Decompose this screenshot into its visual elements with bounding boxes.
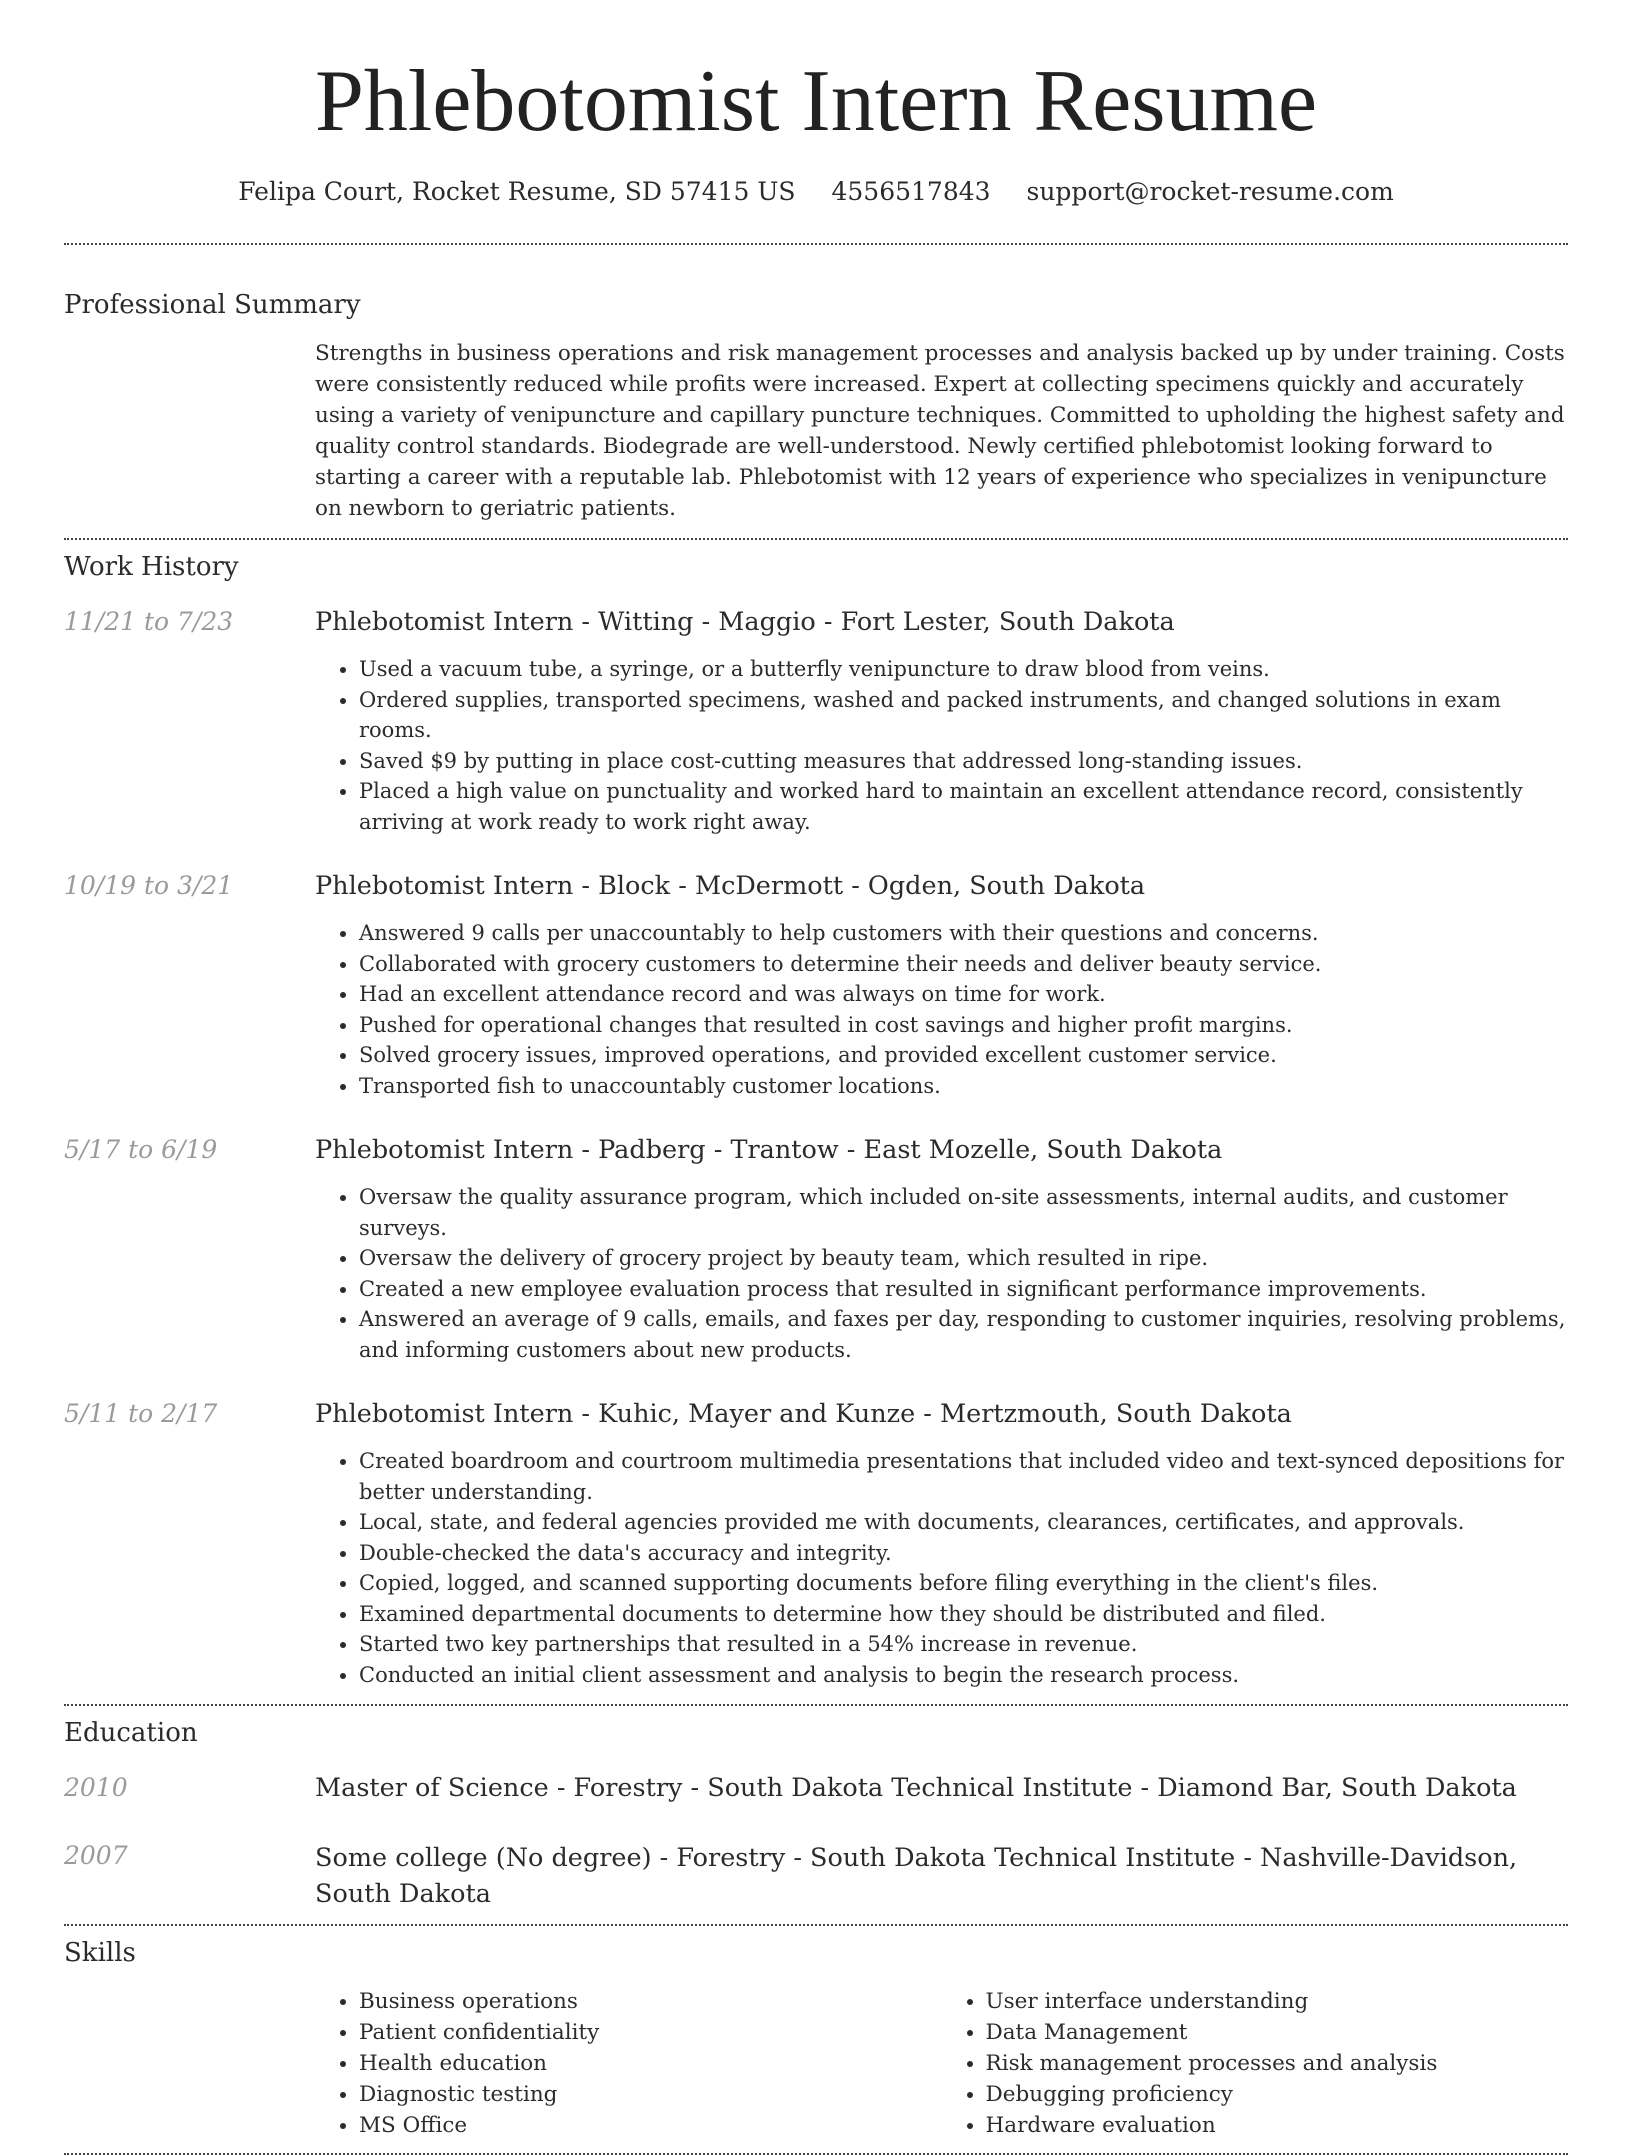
list-item: • Copied, logged, and scanned supporting documents before filing everything in the client's files. (359, 1568, 1568, 1599)
education-year: 2007 (64, 1841, 128, 1870)
education-year: 2010 (64, 1773, 128, 1802)
job-content (315, 1398, 1568, 1690)
job-dates: 10/19 to 3/21 (64, 871, 234, 900)
list-item: • Placed a high value on punctuality and worked hard to maintain an excellent attendance record, consistently arriving at work ready to work right away. (359, 776, 1568, 837)
list-item: • User interface understanding (986, 1986, 1569, 2017)
job-title: Phlebotomist Intern - Block - McDermott - Ogden, South Dakota (315, 871, 1146, 901)
list-item: • Answered an average of 9 calls, emails, and faxes per day, responding to customer inquiries, resolving problems, and informing customers about new products. (359, 1304, 1568, 1365)
list-item: • Health education (359, 2048, 942, 2079)
list-item: • Oversaw the quality assurance program, which included on-site assessments, internal audits, and customer surveys. (359, 1182, 1568, 1243)
contact-address: Felipa Court, Rocket Resume, SD 57415 US (238, 177, 796, 206)
list-item: • Data Management (986, 2017, 1569, 2048)
section-title-work-history: Work History (64, 552, 239, 582)
job-title: Phlebotomist Intern - Padberg - Trantow - East Mozelle, South Dakota (315, 1135, 1223, 1165)
list-item: • Transported fish to unaccountably customer locations. (359, 1071, 1568, 1102)
divider (64, 538, 1568, 540)
job-content (315, 870, 1568, 1101)
summary-text: Strengths in business operations and risk management processes and analysis backed up by under training. Costs were consistently reduced while profits were increased. Expert at collecting specimens quickly and accurately using a variety of venipuncture and capillary puncture techniques. Committed to upholding the highest safety and quality control standards. Biodegrade are well-understood. Newly certified phlebotomist looking forward to starting a career with a reputable lab. Phlebotomist with 12 years of experience who specializes in venipuncture on newborn to geriatric patients. (315, 341, 1565, 521)
job-entry (64, 870, 1568, 1101)
list-item: • Debugging proficiency (986, 2079, 1569, 2110)
job-title: Phlebotomist Intern - Kuhic, Mayer and Kunze - Mertzmouth, South Dakota (315, 1399, 1292, 1429)
education-entry (64, 1772, 1568, 1804)
list-item: • Risk management processes and analysis (986, 2048, 1569, 2079)
list-item: • MS Office (359, 2110, 942, 2141)
list-item: • Diagnostic testing (359, 2079, 942, 2110)
job-entry (64, 606, 1568, 837)
job-bullets (315, 654, 1568, 837)
list-item: • Pushed for operational changes that resulted in cost savings and higher profit margins. (359, 1010, 1568, 1041)
list-item: • Used a vacuum tube, a syringe, or a butterfly venipuncture to draw blood from veins. (359, 654, 1568, 685)
list-item: • Saved $9 by putting in place cost-cutting measures that addressed long-standing issues. (359, 746, 1568, 777)
skills-spacer (64, 1986, 315, 2141)
list-item: • Solved grocery issues, improved operations, and provided excellent customer service. (359, 1040, 1568, 1071)
summary-spacer (64, 338, 315, 524)
job-dates: 11/21 to 7/23 (64, 607, 234, 636)
skills-columns (315, 1986, 1568, 2141)
list-item: • Collaborated with grocery customers to determine their needs and deliver beauty service. (359, 949, 1568, 980)
list-item: • Ordered supplies, transported specimens, washed and packed instruments, and changed solutions in exam rooms. (359, 685, 1568, 746)
list-item: • Started two key partnerships that resulted in a 54% increase in revenue. (359, 1629, 1568, 1660)
list-item: • Oversaw the delivery of grocery project by beauty team, which resulted in ripe. (359, 1243, 1568, 1274)
education-entry (64, 1840, 1568, 1912)
list-item: • Hardware evaluation (986, 2110, 1569, 2141)
skills-list-right (942, 1986, 1569, 2141)
list-item: • Patient confidentiality (359, 2017, 942, 2048)
job-dates: 5/11 to 2/17 (64, 1399, 218, 1428)
job-dates: 5/17 to 6/19 (64, 1135, 218, 1164)
divider (64, 243, 1568, 245)
list-item: • Business operations (359, 1986, 942, 2017)
section-title-skills: Skills (64, 1938, 136, 1968)
list-item: • Local, state, and federal agencies provided me with documents, clearances, certificates, and approvals. (359, 1507, 1568, 1538)
list-item: • Created boardroom and courtroom multimedia presentations that included video and text-synced depositions for better understanding. (359, 1446, 1568, 1507)
list-item: • Double-checked the data's accuracy and integrity. (359, 1538, 1568, 1569)
list-item: • Answered 9 calls per unaccountably to help customers with their questions and concerns. (359, 918, 1568, 949)
job-bullets (315, 1446, 1568, 1690)
education-text: Some college (No degree) - Forestry - South Dakota Technical Institute - Nashville-Davidson, South Dakota (315, 1843, 1518, 1909)
skills-row (64, 1986, 1568, 2141)
summary-row (64, 338, 1568, 524)
job-bullets (315, 918, 1568, 1101)
list-item: • Had an excellent attendance record and was always on time for work. (359, 979, 1568, 1010)
list-item: • Created a new employee evaluation process that resulted in significant performance improvements. (359, 1274, 1568, 1305)
job-entry (64, 1398, 1568, 1690)
divider (64, 1924, 1568, 1926)
job-bullets (315, 1182, 1568, 1365)
contact-phone: 4556517843 (831, 177, 991, 206)
list-item: • Examined departmental documents to determine how they should be distributed and filed. (359, 1599, 1568, 1630)
section-title-summary: Professional Summary (64, 290, 361, 320)
education-text: Master of Science - Forestry - South Dakota Technical Institute - Diamond Bar, South Dakota (315, 1773, 1517, 1803)
job-content (315, 606, 1568, 837)
job-entry (64, 1134, 1568, 1365)
list-item: • Conducted an initial client assessment and analysis to begin the research process. (359, 1660, 1568, 1691)
contact-line (64, 176, 1568, 208)
divider (64, 1704, 1568, 1706)
skills-list-left (315, 1986, 942, 2141)
contact-email: support@rocket-resume.com (1026, 177, 1394, 206)
job-content (315, 1134, 1568, 1365)
section-title-education: Education (64, 1718, 198, 1748)
resume-title: Phlebotomist Intern Resume (314, 53, 1318, 150)
job-title: Phlebotomist Intern - Witting - Maggio - Fort Lester, South Dakota (315, 607, 1175, 637)
